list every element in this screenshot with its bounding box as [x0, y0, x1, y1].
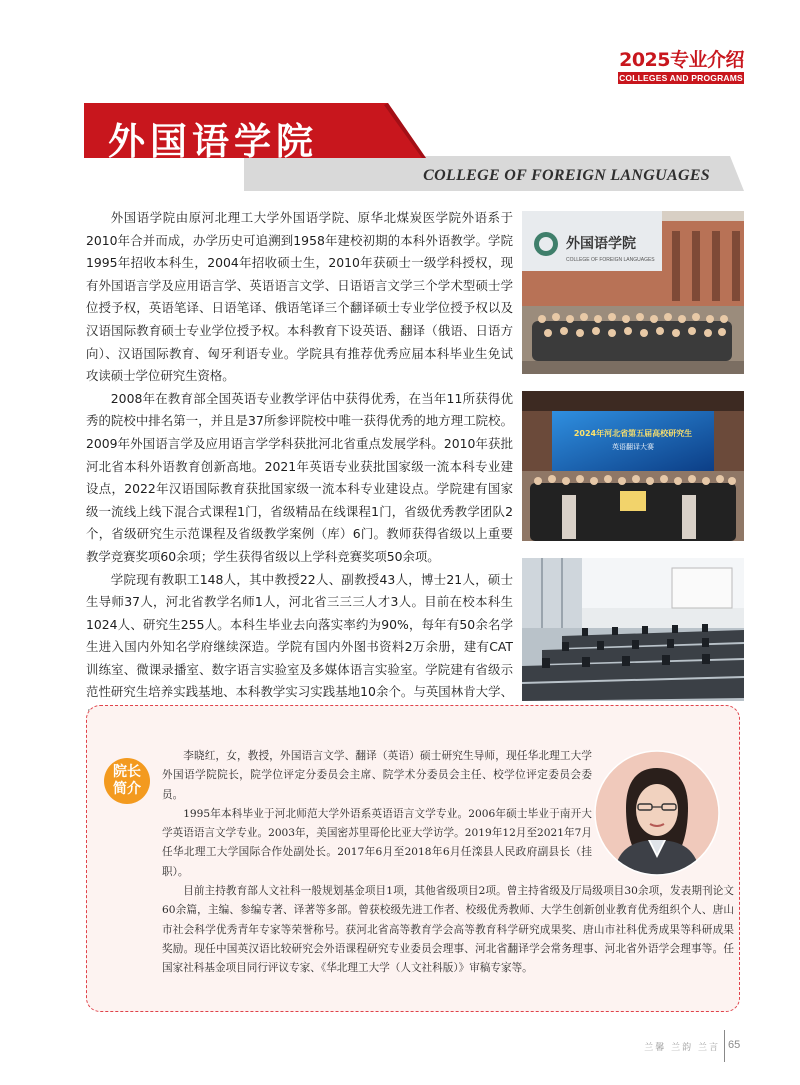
college-title-cn: 外国语学院 [108, 119, 318, 163]
intro-paragraph: 学院现有教职工148人，其中教授22人、副教授43人，博士21人，硕士生导师37人，河北省教学名师1人，河北省三三三人才3人。目前在校本科生1024人、研究生255人。本科生毕业去向落实率约为90%，每年有50余名学生进入国内外知名学府继续深造。学院有国内外图书资料2万余册，建有CAT训练室、微课录播室、数字语言实验室及多媒体语言实验室。学院建有省级示范性研究生培养实践基地、本科教学实习实践基地10余个。与英国林肯大学、 [86, 571, 513, 700]
intro-paragraph: 外国语学院由原河北理工大学外国语学院、原华北煤炭医学院外语系于2010年合并而成，办学历史可追溯到1958年建校初期的本科外语教学。学院1995年招收本科生，2004年招收硕士生，2010年获硕士一级学科授权，现有外国语言学及应用语言学、英语语言文学、日语语言文学三个学术型硕士学位授予权，英语笔译、日语笔译、俄语笔译三个翻译硕士专业学位授予权以及汉语国际教育硕士专业学位授予权。本科教育下设英语、翻译（俄语、日语方向）、汉语国际教育、匈牙利语专业。学院具有推荐优秀应届本科毕业生免试攻读硕士学位研究生资格。 [86, 210, 513, 384]
award-ceremony-photo [522, 391, 744, 541]
dean-bio-paragraph: 李晓红，女，教授，外国语言文学、翻译（英语）硕士研究生导师，现任华北理工大学外国语学院院长，院学位评定分委员会主席、院学术分委员会主任、校学位评定委员会委员。 [162, 750, 592, 801]
dean-badge-line1: 院长 [113, 764, 141, 780]
page-number: 65 [728, 1039, 741, 1051]
building-sign-en: COLLEGE OF FOREIGN LANGUAGES [566, 257, 655, 263]
dean-intro-badge [104, 758, 150, 804]
college-title-en: COLLEGE OF FOREIGN LANGUAGES [423, 167, 710, 184]
college-introduction [86, 207, 513, 749]
badge-year-label: 2025专业介绍 [619, 49, 744, 71]
college-title-banner [84, 103, 744, 193]
program-intro-badge [618, 49, 744, 84]
ceremony-banner-text: 2024年河北省第五届高校研究生 [573, 429, 693, 438]
intro-paragraph: 2008年在教育部全国英语专业教学评估中获得优秀，在当年11所获得优秀的院校中排名第一，并且是37所参评院校中唯一获得优秀的地方理工院校。2009年外国语言学及应用语言学学科获批河北省重点发展学科。2010年获批河北省本科外语教育创新高地。2021年英语专业获批国家级一流本科专业建设点，2022年汉语国际教育获批国家级一流本科专业建设点。学院建有国家级一流线上线下混合式课程1门，省级精品在线课程1门，省级优秀教学团队2个，省级研究生示范课程及省级教学案例（库）6门。教师获得省级以上重要教学竞赛奖项60余项；学生获得省级以上学科竞赛奖项50余项。 [86, 390, 513, 564]
dean-bio-paragraph: 目前主持教育部人文社科一般规划基金项目1项，其他省级项目2项。曾主持省级及厅局级项目30余项，发表期刊论文60余篇，主编、参编专著、译著等多部。曾获校级先进工作者、校级优秀教师、大学生创新创业教育优秀组织个人、唐山市社会科学优秀青年专家等荣誉称号。获河北省高等教育学会高等教育科学研究成果奖、唐山市社科优秀成果等科研成果奖励。现任中国英汉语比较研究会外语课程研究专业委员会理事、河北省翻译学会常务理事、河北省外语学会理事等。任国家社科基金项目同行评议专家、《华北理工大学（人文社科版）》审稿专家等。 [162, 885, 734, 975]
building-sign-text: 外国语学院 [566, 236, 636, 252]
ceremony-banner-text-2: 英语翻译大赛 [612, 443, 654, 451]
language-lab-photo [522, 558, 744, 701]
dean-bio-paragraph: 1995年本科毕业于河北师范大学外语系英语语言文学专业。2006年硕士毕业于南开大学英语语言文学专业。2003年，美国密苏里哥伦比亚大学访学。2019年12月至2021年7月任华北理工大学国际合作处副处长。2017年6月至2018年6月任滦县人民政府副县长（挂职）。 [162, 807, 592, 878]
footer-divider [724, 1030, 725, 1062]
dean-badge-line2: 简介 [113, 781, 141, 797]
dean-biography [162, 747, 734, 979]
dean-portrait [594, 750, 720, 876]
group-photo-building [522, 211, 744, 374]
footer-motto: 兰馨 兰韵 兰言 [644, 1043, 720, 1053]
badge-sub-label: COLLEGES AND PROGRAMS [619, 73, 743, 83]
